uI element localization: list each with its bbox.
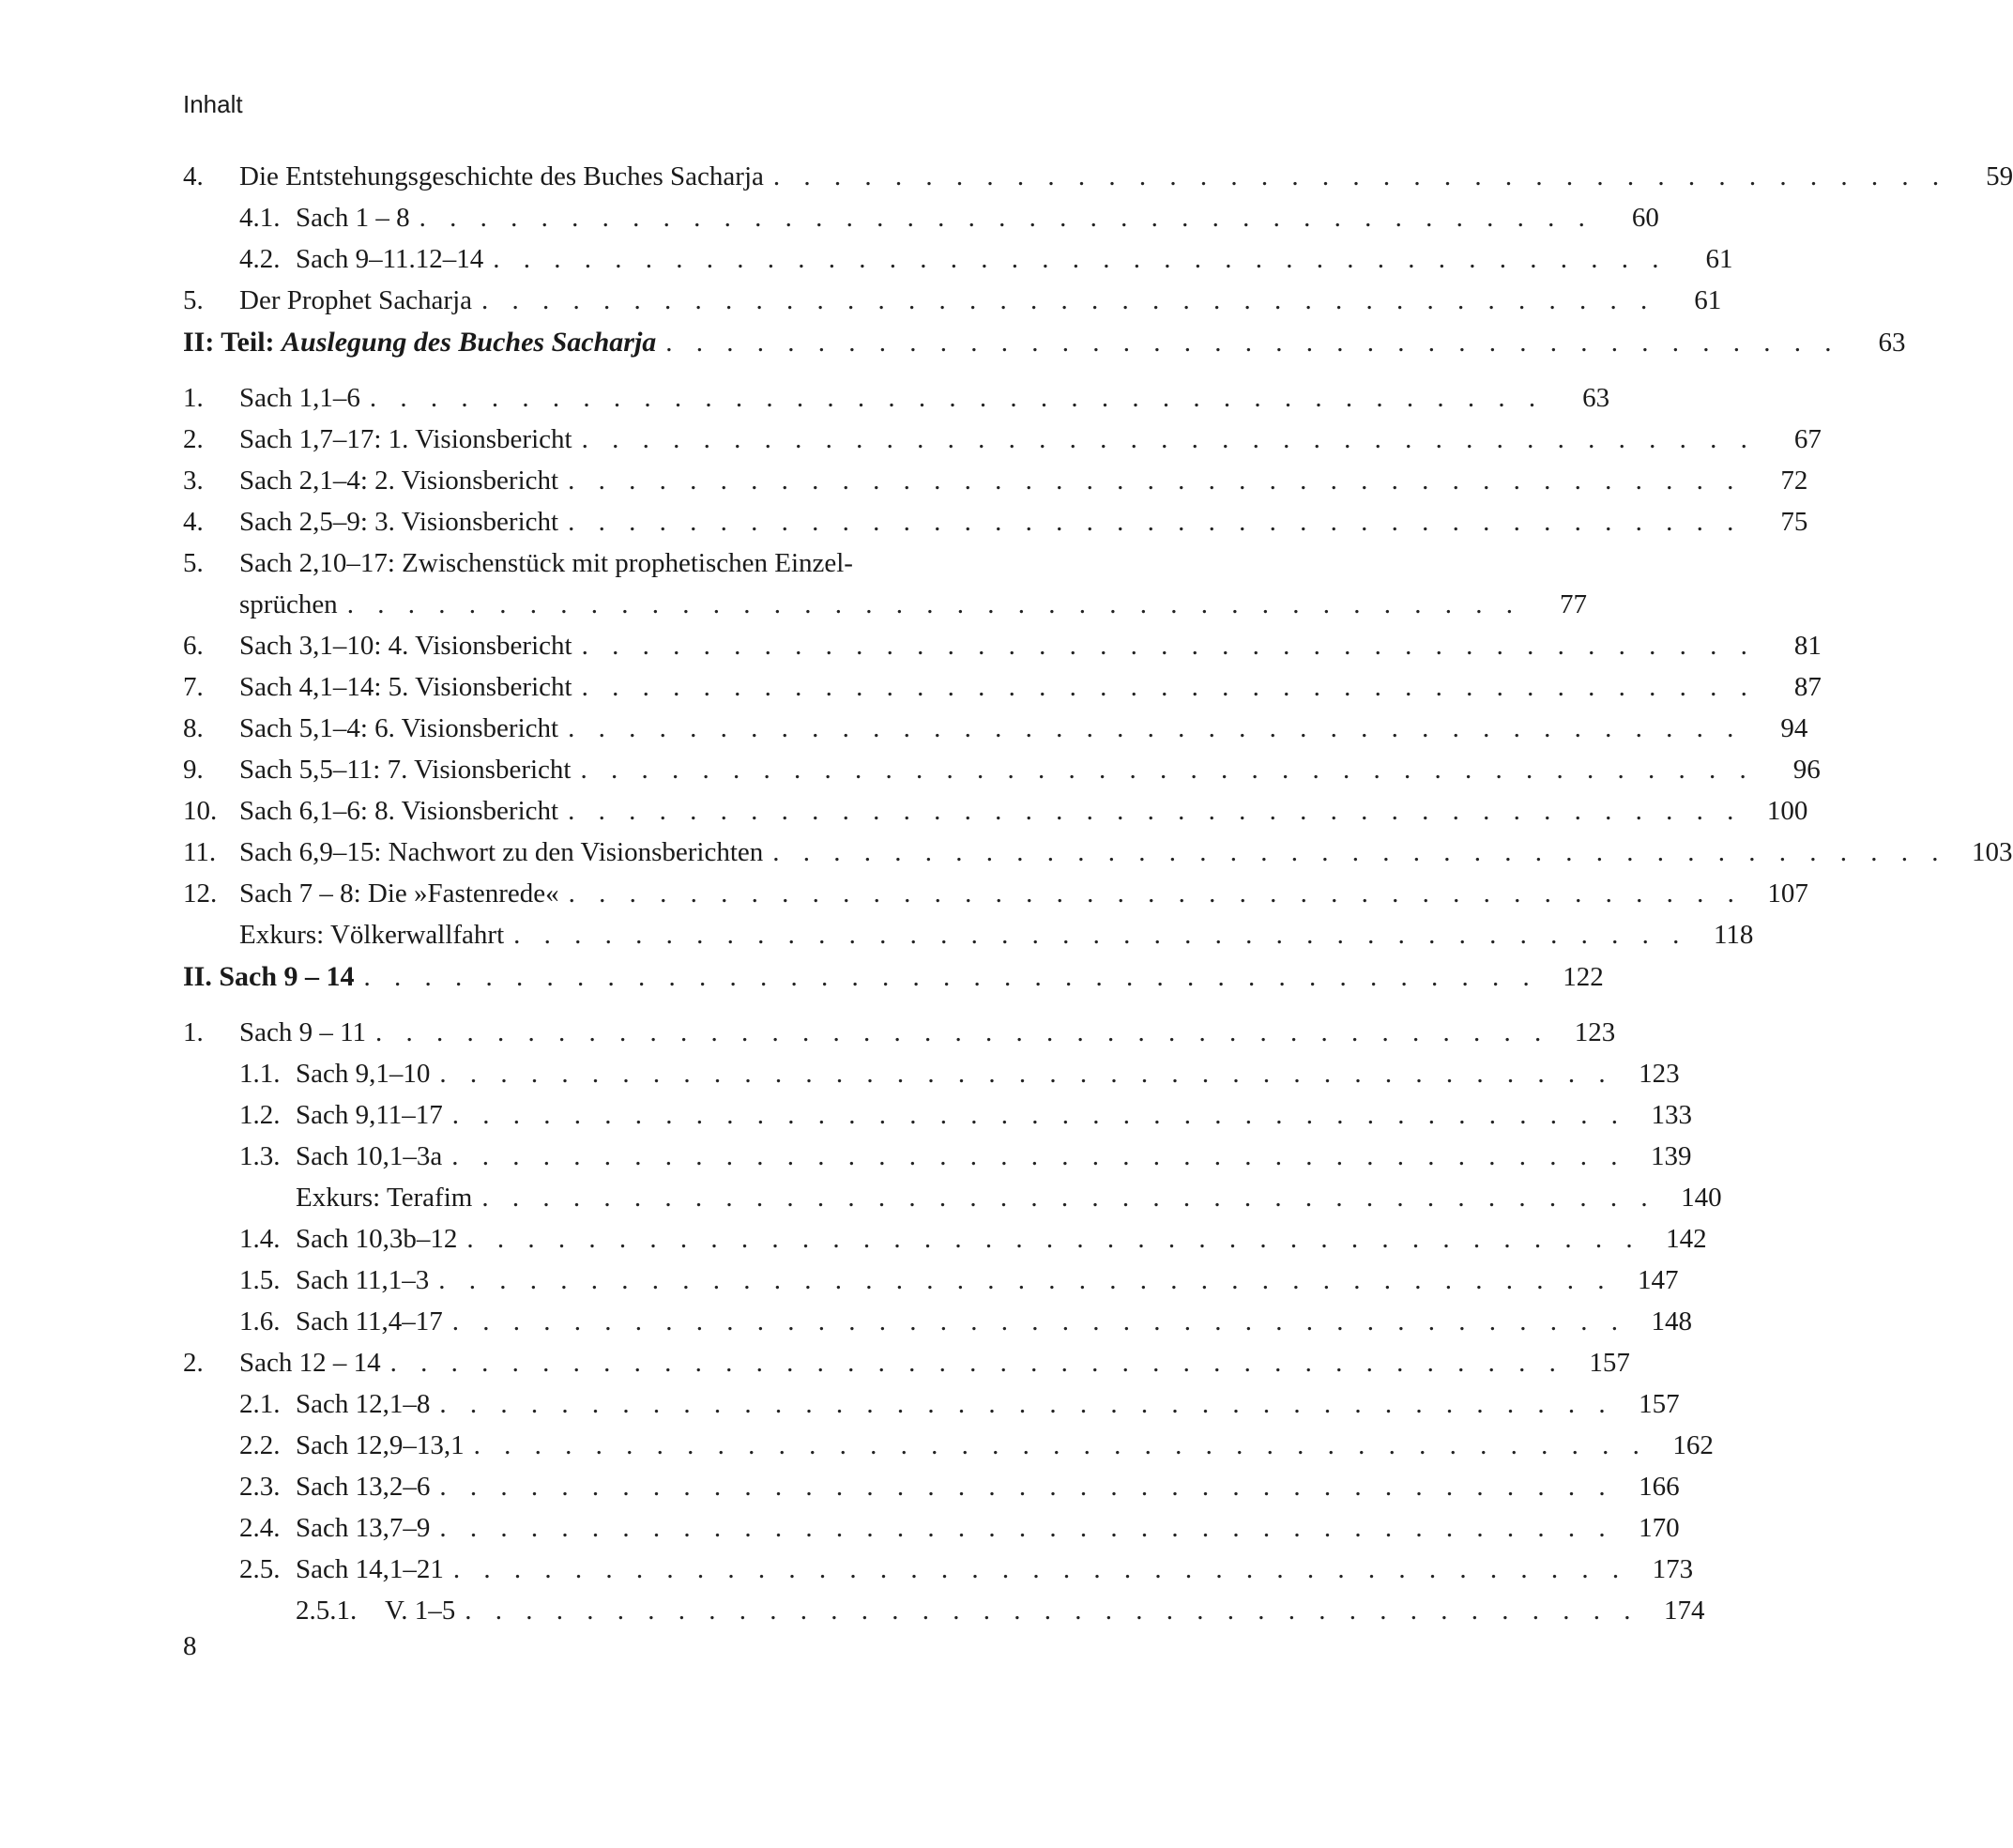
entry-title: Sach 12,1–8 [296,1389,431,1419]
entry-title: Exkurs: Terafim [296,1183,473,1213]
entry-title: Sach 4,1–14: 5. Visionsbericht [239,672,572,702]
leader-dots: . . . . . . . . . . . . . . . . . . . . . . . . . . . . . . . . . . . . . . . [665,328,1840,358]
entry-title: Sach 9,1–10 [296,1059,431,1089]
leader-dots: . . . . . . . . . . . . . . . . . . . . . . . . . . . . . . . . . . . . . . . [439,1472,1614,1502]
leader-dots: . . . . . . . . . . . . . . . . . . . . . . . . . . . . . . . . . . . . . . . [451,1100,1627,1130]
entry-number: 2.1. [239,1389,281,1419]
entry-page: 100 [1766,796,1808,826]
leader-dots: . . . . . . . . . . . . . . . . . . . . . . . . . . . . . . . . . . . . . . . [452,1554,1628,1584]
entry-title: Sach 9–11.12–14 [296,244,484,274]
toc-entry[interactable] [183,1596,1705,1637]
entry-number: 1.5. [239,1265,281,1295]
leader-dots: . . . . . . . . . . . . . . . . . . . . . . . . . . . . . . . . . . . . . . . [466,1224,1641,1254]
entry-title: Sach 14,1–21 [296,1554,444,1584]
toc-entry-excursus[interactable] [183,1183,1722,1224]
toc-entry[interactable] [183,1472,1680,1513]
entry-page: 60 [1631,203,1659,233]
leader-dots: . . . . . . . . . . . . . . . . . . . . . . . . . . . . . . . . . . . . . . . [581,672,1756,702]
entry-number: 1.1. [239,1059,281,1089]
leader-dots: . . . . . . . . . . . . . . . . . . . . . . . . . . . . . . . . . . . . . . . [375,1017,1550,1047]
entry-page: 61 [1705,244,1733,274]
entry-number: 1.6. [239,1306,281,1336]
entry-title: Sach 1 – 8 [296,203,410,233]
entry-page: 59 [1986,161,2013,191]
toc-entry[interactable] [183,244,1733,285]
entry-title: Sach 1,7–17: 1. Visionsbericht [239,424,572,454]
entry-page: 147 [1638,1265,1679,1295]
leader-dots: . . . . . . . . . . . . . . . . . . . . . . . . . . . . . . . . . . . . . . . [581,631,1756,661]
leader-dots: . . . . . . . . . . . . . . . . . . . . . . . . . . . . . . . . . . . . . . . [568,507,1743,537]
entry-number: 6. [183,631,204,661]
entry-line-2 [183,589,1587,631]
toc-entry[interactable] [183,1513,1680,1554]
entry-title: Sach 5,1–4: 6. Visionsbericht [239,713,559,743]
entry-page: 72 [1780,466,1808,496]
leader-dots: . . . . . . . . . . . . . . . . . . . . . . . . . . . . . . . . . . . . . . . [481,285,1656,315]
entry-title: Sach 12 – 14 [239,1348,381,1378]
entry-page: 122 [1563,962,1604,992]
entry-page: 63 [1878,328,1906,358]
entry-number: 1.2. [239,1100,281,1130]
entry-page: 103 [1972,837,2013,867]
leader-dots: . . . . . . . . . . . . . . . . . . . . . . . . . . . . . . . . . . . . . . . [568,466,1743,496]
entry-page: 118 [1713,920,1754,950]
leader-dots: . . . . . . . . . . . . . . . . . . . . . . . . . . . . . . . . . . . . . . . [451,1306,1627,1336]
running-head: Inhalt [183,90,243,118]
entry-number: 1. [183,383,204,413]
entry-number: 8. [183,713,204,743]
leader-dots: . . . . . . . . . . . . . . . . . . . . . . . . . . . . . . . . . . . . . . . [438,1265,1613,1295]
entry-title: Sach 10,1–3a [296,1141,443,1171]
entry-title: Sach 9 – 11 [239,1017,367,1047]
entry-title: Die Entstehungsgeschichte des Buches Sacharja [239,161,764,191]
leader-dots: . . . . . . . . . . . . . . . . . . . . . . . . . . . . . . . . . . . . . . . [439,1389,1614,1419]
entry-title: Sach 5,5–11: 7. Visionsbericht [239,755,572,785]
entry-title: Sach 2,1–4: 2. Visionsbericht [239,466,559,496]
leader-dots: . . . . . . . . . . . . . . . . . . . . . . . . . . . . . . . . . . . . . . . [568,713,1743,743]
toc-entry[interactable] [183,1306,1693,1348]
entry-title: Der Prophet Sacharja [239,285,473,315]
entry-page: 77 [1559,589,1587,619]
toc-entry[interactable] [183,1554,1694,1596]
entry-number: 1.3. [239,1141,281,1171]
entry-line-1 [183,548,1059,589]
entry-page: 67 [1793,424,1822,454]
entry-title: Exkurs: Völkerwallfahrt [239,920,505,950]
entry-title: Sach 13,2–6 [296,1472,431,1502]
page-number: 8 [183,1631,197,1661]
toc-entry-excursus[interactable] [183,920,1754,961]
leader-dots: . . . . . . . . . . . . . . . . . . . . . . . . . . . . . . . . . . . . . . . [439,1513,1614,1543]
entry-page: 94 [1780,713,1808,743]
entry-title: Sach 13,7–9 [296,1513,431,1543]
entry-title: Sach 11,4–17 [296,1306,443,1336]
toc-entry[interactable] [183,285,1722,327]
entry-page: 162 [1672,1430,1714,1460]
entry-number: 2. [183,424,204,454]
leader-dots: . . . . . . . . . . . . . . . . . . . . . . . . . . . . . . . . . . . . . . . [481,1183,1656,1213]
toc-entry[interactable] [183,837,2013,878]
toc-entry[interactable] [183,878,1808,920]
entry-page: 173 [1652,1554,1694,1584]
entry-title: Sach 1,1–6 [239,383,360,413]
toc-entry[interactable] [183,466,1808,507]
entry-title: Sach 6,9–15: Nachwort zu den Visionsberichten [239,837,764,867]
toc-entry[interactable] [183,1141,1692,1183]
entry-number: 1.4. [239,1224,281,1254]
entry-number: 4.2. [239,244,281,274]
leader-dots: . . . . . . . . . . . . . . . . . . . . . . . . . . . . . . . . . . . . . . . [465,1596,1639,1626]
leader-dots: . . . . . . . . . . . . . . . . . . . . . . . . . . . . . . . . . . . . . . . [568,796,1743,826]
entry-title: Sach 2,10–17: Zwischenstück mit prophetischen Einzel- [239,548,853,578]
toc-entry[interactable] [183,755,1821,796]
entry-page: 166 [1639,1472,1680,1502]
toc-entry[interactable] [183,1224,1707,1265]
toc-entry[interactable] [183,713,1808,755]
entry-number: 2.4. [239,1513,281,1543]
entry-page: 139 [1651,1141,1692,1171]
toc-entry[interactable] [183,1430,1714,1472]
toc-entry[interactable] [183,424,1822,466]
entry-title: Sach 11,1–3 [296,1265,430,1295]
leader-dots: . . . . . . . . . . . . . . . . . . . . . . . . . . . . . . . . . . . . . . . [439,1059,1614,1089]
toc-entry[interactable] [183,161,2013,203]
entry-number: 2.2. [239,1430,281,1460]
toc-entry[interactable] [183,1389,1680,1430]
toc-section-heading[interactable] [183,961,1604,1017]
toc-entry[interactable] [183,1265,1679,1306]
leader-dots: . . . . . . . . . . . . . . . . . . . . . . . . . . . . . . . . . . . . . . . [581,424,1756,454]
entry-page: 148 [1651,1306,1693,1336]
entry-title-continued: sprüchen [239,589,338,619]
entry-number: 7. [183,672,204,702]
leader-dots: . . . . . . . . . . . . . . . . . . . . . . . . . . . . . . . . . . . . . . . [772,161,1948,191]
entry-number: 5. [183,548,204,578]
section-title-italic: Auslegung des Buches Sacharja [282,327,657,358]
entry-title: Sach 9,11–17 [296,1100,443,1130]
entry-page: 75 [1780,507,1808,537]
leader-dots: . . . . . . . . . . . . . . . . . . . . . . . . . . . . . . . . . . . . . . . [346,589,1521,619]
toc-entry[interactable] [183,1017,1616,1059]
entry-number: 12. [183,878,218,909]
entry-number: 4. [183,161,204,191]
entry-title: Sach 7 – 8: Die »Fastenrede« [239,878,559,909]
entry-title: Sach 2,5–9: 3. Visionsbericht [239,507,559,537]
entry-page: 157 [1639,1389,1680,1419]
toc-entry[interactable] [183,507,1808,548]
section-title [183,327,656,359]
leader-dots: . . . . . . . . . . . . . . . . . . . . . . . . . . . . . . . . . . . . . . . [493,244,1668,274]
entry-title: Sach 10,3b–12 [296,1224,458,1254]
leader-dots: . . . . . . . . . . . . . . . . . . . . . . . . . . . . . . . . . . . . . . . [513,920,1688,950]
leader-dots: . . . . . . . . . . . . . . . . . . . . . . . . . . . . . . . . . . . . . . . [451,1141,1626,1171]
toc-entry[interactable] [183,383,1610,424]
entry-title: Sach 12,9–13,1 [296,1430,465,1460]
leader-dots: . . . . . . . . . . . . . . . . . . . . . . . . . . . . . . . . . . . . . . . [772,837,1947,867]
toc-entry[interactable] [183,203,1659,244]
section-title: II. Sach 9 – 14 [183,961,355,992]
entry-page: 123 [1574,1017,1616,1047]
entry-page: 87 [1793,672,1822,702]
entry-page: 123 [1639,1059,1680,1089]
entry-number: 3. [183,466,204,496]
toc-entry[interactable] [183,1100,1693,1141]
entry-number: 4.1. [239,203,281,233]
entry-number: 10. [183,796,218,826]
entry-page: 157 [1589,1348,1630,1378]
toc-entry[interactable] [183,631,1822,672]
leader-dots: . . . . . . . . . . . . . . . . . . . . . . . . . . . . . . . . . . . . . . . [363,962,1538,992]
entry-page: 96 [1792,755,1821,785]
toc-entry[interactable] [183,796,1808,837]
entry-number: 2. [183,1348,204,1378]
entry-number: 4. [183,507,204,537]
toc-section-heading[interactable] [183,327,1906,383]
entry-page: 107 [1767,878,1808,909]
toc-entry[interactable] [183,672,1822,713]
entry-page: 174 [1663,1596,1705,1626]
entry-page: 63 [1582,383,1610,413]
toc-entry[interactable] [183,1059,1680,1100]
leader-dots: . . . . . . . . . . . . . . . . . . . . . . . . . . . . . . . . . . . . . . . [580,755,1755,785]
toc-entry[interactable] [183,548,1587,631]
section-prefix: II: Teil: [183,327,282,358]
entry-number: 5. [183,285,204,315]
leader-dots: . . . . . . . . . . . . . . . . . . . . . . . . . . . . . . . . . . . . . . . [473,1430,1648,1460]
entry-page: 142 [1666,1224,1707,1254]
entry-page: 61 [1694,285,1722,315]
entry-page: 133 [1651,1100,1693,1130]
leader-dots: . . . . . . . . . . . . . . . . . . . . . . . . . . . . . . . . . . . . . . . [389,1348,1564,1378]
leader-dots: . . . . . . . . . . . . . . . . . . . . . . . . . . . . . . . . . . . . . . . [568,878,1743,909]
entry-number: 1. [183,1017,204,1047]
entry-title: Sach 6,1–6: 8. Visionsbericht [239,796,559,826]
entry-number: 9. [183,755,204,785]
table-of-contents [183,161,2013,1637]
entry-page: 140 [1681,1183,1722,1213]
entry-title: Sach 3,1–10: 4. Visionsbericht [239,631,572,661]
entry-page: 81 [1793,631,1822,661]
entry-page: 170 [1639,1513,1680,1543]
leader-dots: . . . . . . . . . . . . . . . . . . . . . . . . . . . . . . . . . . . . . . . [419,203,1594,233]
entry-number: 2.3. [239,1472,281,1502]
entry-title: V. 1–5 [385,1596,456,1626]
toc-entry[interactable] [183,1348,1630,1389]
leader-dots: . . . . . . . . . . . . . . . . . . . . . . . . . . . . . . . . . . . . . . . [369,383,1545,413]
entry-number: 2.5. [239,1554,281,1584]
entry-number: 11. [183,837,217,867]
entry-number: 2.5.1. [296,1596,358,1626]
